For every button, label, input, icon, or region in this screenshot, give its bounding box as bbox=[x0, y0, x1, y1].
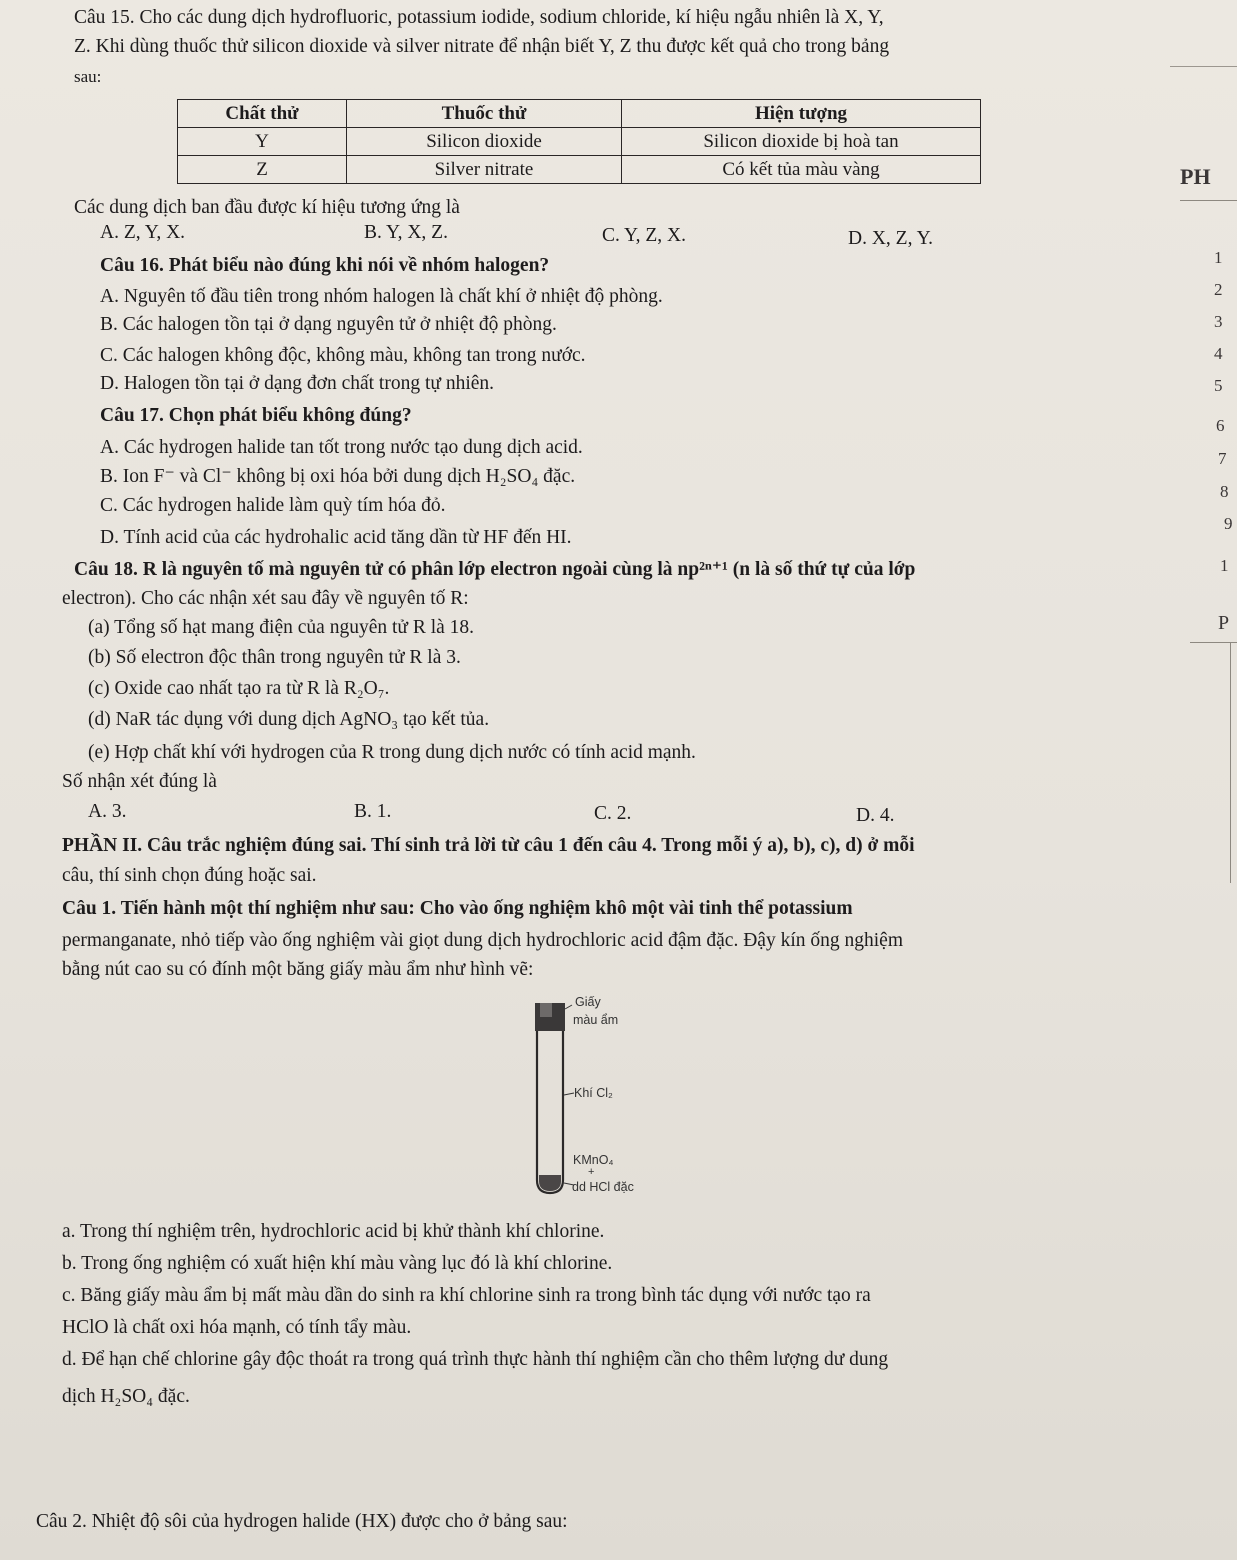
table-cell: Silver nitrate bbox=[347, 156, 622, 184]
side-number: 9 bbox=[1224, 514, 1233, 533]
wet-color-paper bbox=[540, 1003, 552, 1017]
table-header-cell: Hiện tượng bbox=[622, 100, 981, 128]
tube-glass bbox=[537, 1031, 563, 1193]
side-number: 4 bbox=[1214, 344, 1223, 363]
table-header-cell: Thuốc thử bbox=[347, 100, 622, 128]
q18-count: Số nhận xét đúng là bbox=[62, 771, 217, 792]
q16-c: C. Các halogen không độc, không màu, không tan trong nước. bbox=[100, 345, 586, 366]
figure-label-paper1: Giấy bbox=[575, 995, 601, 1009]
q15-table bbox=[177, 99, 981, 184]
q15-line2: Z. Khi dùng thuốc thử silicon dioxide và silver nitrate để nhận biết Y, Z thu được kết quả cho trong bảng bbox=[74, 36, 890, 57]
q15-line1: Câu 15. Cho các dung dịch hydrofluoric, potassium iodide, sodium chloride, kí hiệu ngẫu nhiên là X, Y, bbox=[74, 7, 884, 28]
figure-label-hcl: dd HCl đặc bbox=[572, 1180, 634, 1194]
figure-label-plus: + bbox=[588, 1166, 595, 1178]
q17-b: B. Ion F⁻ và Cl⁻ không bị oxi hóa bởi dung dịch H₂SO₄ đặc. bbox=[100, 466, 576, 487]
p2q2-stem: Câu 2. Nhiệt độ sôi của hydrogen halide (HX) được cho ở bảng sau: bbox=[36, 1511, 568, 1532]
q16-d: D. Halogen tồn tại ở dạng đơn chất trong tự nhiên. bbox=[100, 373, 495, 394]
side-divider bbox=[1180, 200, 1237, 201]
q18-stem-line2: electron). Cho các nhận xét sau đây về nguyên tố R: bbox=[62, 588, 469, 609]
side-number: 7 bbox=[1218, 449, 1227, 468]
table-cell: Silicon dioxide bbox=[347, 128, 622, 156]
figure-label-paper2: màu ẩm bbox=[573, 1013, 619, 1027]
q18-option-d: D. 4. bbox=[856, 805, 895, 826]
q15-line3: sau: bbox=[74, 67, 102, 86]
q18-option-b: B. 1. bbox=[354, 801, 392, 822]
q18-option-a: A. 3. bbox=[88, 801, 127, 822]
q18-statement-c: (c) Oxide cao nhất tạo ra từ R là R₂O₇. bbox=[88, 678, 390, 699]
side-divider bbox=[1170, 66, 1237, 67]
q16-b: B. Các halogen tồn tại ở dạng nguyên tử ở nhiệt độ phòng. bbox=[100, 314, 557, 335]
q15-option-c: C. Y, Z, X. bbox=[602, 225, 686, 246]
q17-stem: Câu 17. Chọn phát biểu không đúng? bbox=[100, 405, 412, 426]
p2q1-statement-b: b. Trong ống nghiệm có xuất hiện khí màu vàng lục đó là khí chlorine. bbox=[62, 1253, 613, 1274]
q18-statement-b: (b) Số electron độc thân trong nguyên tử R là 3. bbox=[88, 647, 461, 668]
p2q1-statement-c-line2: HClO là chất oxi hóa mạnh, có tính tẩy màu. bbox=[62, 1317, 412, 1338]
side-number: 6 bbox=[1216, 416, 1225, 435]
table-cell: Y bbox=[178, 128, 347, 156]
table-cell: Z bbox=[178, 156, 347, 184]
q18-stem-line1: Câu 18. R là nguyên tố mà nguyên tử có phân lớp electron ngoài cùng là np²ⁿ⁺¹ (n là số thứ tự của lớp bbox=[74, 559, 916, 580]
side-number: 1 bbox=[1220, 556, 1229, 575]
q18-option-c: C. 2. bbox=[594, 803, 632, 824]
table-header-cell: Chất thử bbox=[178, 100, 347, 128]
side-header: PH bbox=[1180, 164, 1211, 189]
q18-statement-e: (e) Hợp chất khí với hydrogen của R trong dung dịch nước có tính acid mạnh. bbox=[88, 742, 696, 763]
figure-label-kmno4: KMnO₄ bbox=[573, 1153, 614, 1167]
p2q1-statement-d-line2: dịch H₂SO₄ đặc. bbox=[62, 1386, 190, 1407]
q18-statement-a: (a) Tổng số hạt mang điện của nguyên tử R là 18. bbox=[88, 617, 475, 638]
p2q1-statement-a: a. Trong thí nghiệm trên, hydrochloric acid bị khử thành khí chlorine. bbox=[62, 1221, 605, 1242]
q16-a: A. Nguyên tố đầu tiên trong nhóm halogen là chất khí ở nhiệt độ phòng. bbox=[100, 286, 663, 307]
side-number: 2 bbox=[1214, 280, 1223, 299]
table-cell: Silicon dioxide bị hoà tan bbox=[622, 128, 981, 156]
p2q1-line3: bằng nút cao su có đính một băng giấy màu ẩm như hình vẽ: bbox=[62, 959, 534, 980]
side-number: 3 bbox=[1214, 312, 1223, 331]
side-number: 8 bbox=[1220, 482, 1229, 501]
part2-heading-line1: PHẦN II. Câu trắc nghiệm đúng sai. Thí sinh trả lời từ câu 1 đến câu 4. Trong mỗi ý a), b), c), d) ở mỗi bbox=[62, 835, 915, 856]
figure-label-gas: Khí Cl₂ bbox=[574, 1086, 613, 1100]
p2q1-line1: Câu 1. Tiến hành một thí nghiệm như sau: Cho vào ống nghiệm khô một vài tinh thể potassium bbox=[62, 898, 853, 919]
side-number: 5 bbox=[1214, 376, 1223, 395]
q17-d: D. Tính acid của các hydrohalic acid tăng dần từ HF đến HI. bbox=[100, 527, 572, 548]
p2q1-statement-d-line1: d. Để hạn chế chlorine gây độc thoát ra trong quá trình thực hành thí nghiệm cần cho thêm lượng dư dung bbox=[62, 1349, 889, 1370]
q15-option-d: D. X, Z, Y. bbox=[848, 228, 934, 249]
table-row bbox=[178, 128, 981, 156]
p2q1-statement-c-line1: c. Băng giấy màu ẩm bị mất màu dần do sinh ra khí chlorine sinh ra trong bình tác dụng với nước tạo ra bbox=[62, 1285, 871, 1306]
p2q1-line2: permanganate, nhỏ tiếp vào ống nghiệm vài giọt dung dịch hydrochloric acid đậm đặc. Đậy kín ống nghiệm bbox=[62, 930, 903, 951]
q15-option-b: B. Y, X, Z. bbox=[364, 222, 448, 243]
part2-heading-line2: câu, thí sinh chọn đúng hoặc sai. bbox=[62, 865, 317, 886]
kmno4-solid bbox=[539, 1175, 561, 1191]
q15-after: Các dung dịch ban đầu được kí hiệu tương ứng là bbox=[74, 197, 460, 218]
q18-statement-d: (d) NaR tác dụng với dung dịch AgNO₃ tạo kết tủa. bbox=[88, 709, 490, 730]
q17-a: A. Các hydrogen halide tan tốt trong nước tạo dung dịch acid. bbox=[100, 437, 583, 458]
q16-stem: Câu 16. Phát biểu nào đúng khi nói về nhóm halogen? bbox=[100, 255, 550, 276]
side-divider bbox=[1230, 643, 1231, 883]
side-number: 1 bbox=[1214, 248, 1223, 267]
side-letter: P bbox=[1218, 612, 1230, 634]
q15-option-a: A. Z, Y, X. bbox=[100, 222, 186, 243]
q17-c: C. Các hydrogen halide làm quỳ tím hóa đỏ. bbox=[100, 495, 446, 516]
table-cell: Có kết tủa màu vàng bbox=[622, 156, 981, 184]
table-row bbox=[178, 156, 981, 184]
